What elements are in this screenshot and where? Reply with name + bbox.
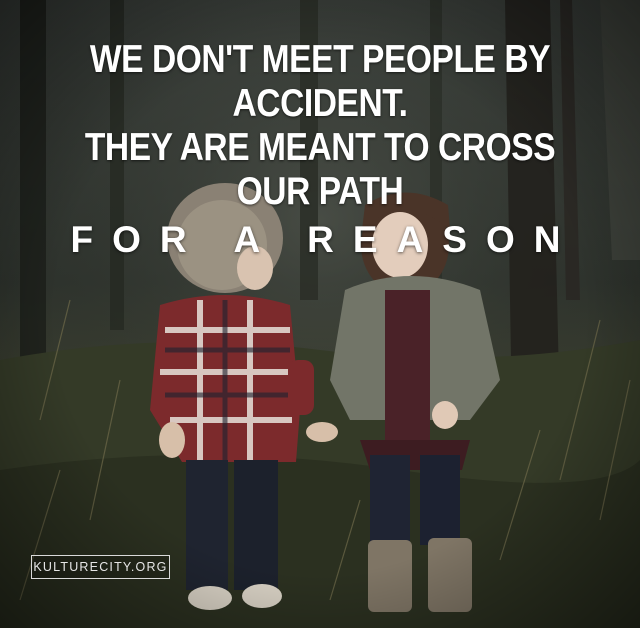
watermark-badge: KULTURECITY.ORG bbox=[31, 555, 170, 579]
quote-line-2: THEY ARE MEANT TO CROSS OUR PATH bbox=[84, 126, 556, 213]
quote-line-1: WE DON'T MEET PEOPLE BY ACCIDENT. bbox=[89, 38, 551, 125]
quote-line-3: FOR A REASON bbox=[70, 219, 580, 260]
quote-text bbox=[0, 38, 640, 264]
